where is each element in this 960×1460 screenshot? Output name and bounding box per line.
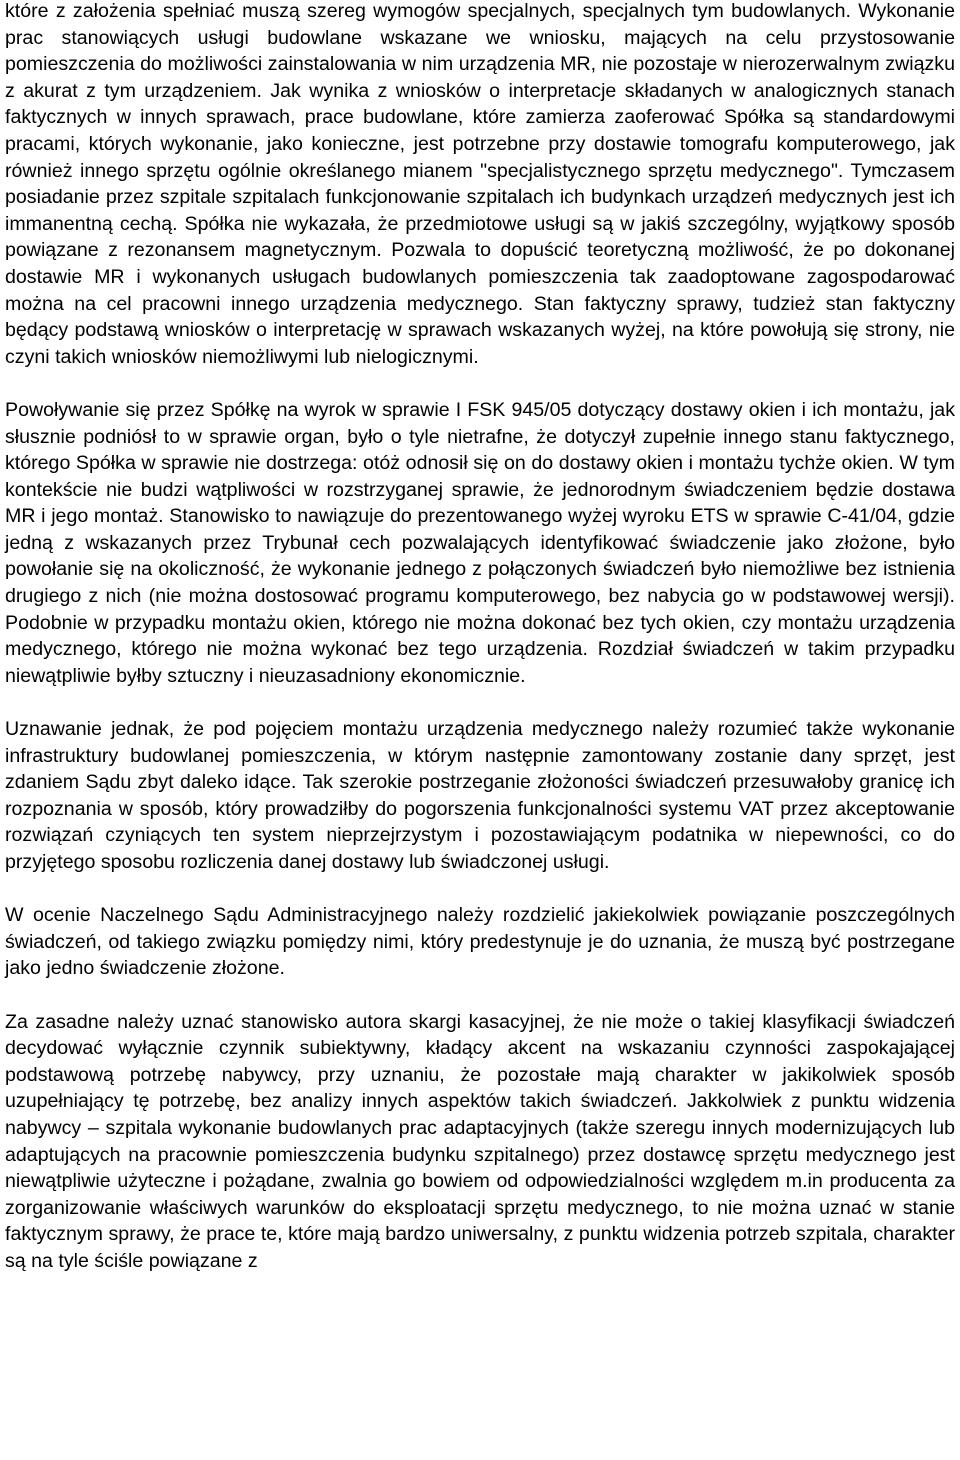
paragraph-1: które z założenia spełniać muszą szereg wymogów specjalnych, specjalnych tym budowlanych. Wykonanie prac stanowiących usługi budowlane wskazane we wniosku, mających na celu przystosowanie pomieszczenia do możliwości zainstalowania w nim urządzenia MR, nie pozostaje w nierozerwalnym związku z akurat z tym urządzeniem. Jak wynika z wniosków o interpretacje składanych w analogicznych stanach faktycznych w innych sprawach, prace budowlane, które zamierza zaoferować Spółka są standardowymi pracami, których wykonanie, jako konieczne, jest potrzebne przy dostawie tomografu komputerowego, jak również innego sprzętu ogólnie określanego mianem "specjalistycznego sprzętu medycznego". Tymczasem posiadanie przez szpitale szpitalach funkcjonowanie szpitalach ich budynkach urządzeń medycznych jest ich immanentną cechą. Spółka nie wykazała, że przedmiotowe usługi są w jakiś szczególny, wyjątkowy sposób powiązane z rezonansem magnetycznym. Pozwala to dopuścić teoretyczną możliwość, że po dokonanej dostawie MR i wykonanych usługach budowlanych pomieszczenia tak zaadoptowane zagospodarować można na cel pracowni innego urządzenia medycznego. Stan faktyczny sprawy, tudzież stan faktyczny będący podstawą wniosków o interpretację w sprawach wskazanych wyżej, na które powołują się strony, nie czyni takich wniosków niemożliwymi lub nielogicznymi. [5, 0, 955, 368]
paragraph-2: Powoływanie się przez Spółkę na wyrok w sprawie I FSK 945/05 dotyczący dostawy okien i ich montażu, jak słusznie podniósł to w sprawie organ, było o tyle nietrafne, że dotyczył zupełnie innego stanu faktycznego, którego Spółka w sprawie nie dostrzega: otóż odnosił się on do dostawy okien i montażu tychże okien. W tym kontekście nie budzi wątpliwości w rozstrzyganej sprawie, że jednorodnym świadczeniem będzie dostawa MR i jego montaż. Stanowisko to nawiązuje do prezentowanego wyżej wyroku ETS w sprawie C-41/04, gdzie jedną z wskazanych przez Trybunał cech pozwalających identyfikować świadczenie jako złożone, było powołanie się na okoliczność, że wykonanie jednego z połączonych świadczeń było niemożliwe bez istnienia drugiego z nich (nie można dostosować programu komputerowego, bez nabycia go w podstawowej wersji). Podobnie w przypadku montażu okien, którego nie można dokonać bez tych okien, czy montażu urządzenia medycznego, którego nie można wykonać bez tego urządzenia. Rozdział świadczeń w takim przypadku niewątpliwie byłby sztuczny i nieuzasadniony ekonomicznie. [5, 398, 955, 687]
paragraph-4: W ocenie Naczelnego Sądu Administracyjnego należy rozdzielić jakiekolwiek powiązanie poszczególnych świadczeń, od takiego związku pomiędzy nimi, który predestynuje je do uznania, że muszą być postrzegane jako jedno świadczenie złożone. [5, 904, 955, 980]
paragraph-3: Uznawanie jednak, że pod pojęciem montażu urządzenia medycznego należy rozumieć także wykonanie infrastruktury budowlanej pomieszczenia, w którym następnie zamontowany zostanie dany sprzęt, jest zdaniem Sądu zbyt daleko idące. Tak szerokie postrzeganie złożoności świadczeń przesuwałoby granicę ich rozpoznania w sposób, który prowadziłby do pogorszenia funkcjonalności systemu VAT przez akceptowanie rozwiązań czyniących ten system nieprzejrzystym i pozostawiającym podatnika w niepewności, co do przyjętego sposobu rozliczenia danej dostawy lub świadczonej usługi. [5, 718, 955, 873]
paragraph-5: Za zasadne należy uznać stanowisko autora skargi kasacyjnej, że nie może o takiej klasyfikacji świadczeń decydować wyłącznie czynnik subiektywny, kładący akcent na wskazaniu czynności zaspokajającej podstawową potrzebę nabywcy, przy uznaniu, że pozostałe mają charakter w jakikolwiek sposób uzupełniający tę potrzebę, bez analizy innych aspektów takich świadczeń. Jakkolwiek z punktu widzenia nabywcy – szpitala wykonanie budowlanych prac adaptacyjnych (także szeregu innych modernizujących lub adaptujących na pracownie pomieszczenia budynku szpitalnego) przez dostawcę sprzętu medycznego jest niewątpliwie użyteczne i pożądane, zwalnia go bowiem od odpowiedzialności względem m.in producenta za zorganizowanie właściwych warunków do eksploatacji sprzętu medycznego, to nie można uznać w stanie faktycznym sprawy, że prace te, które mają bardzo uniwersalny, z punktu widzenia potrzeb szpitala, charakter są na tyle ściśle powiązane z [5, 1010, 955, 1272]
document-page [5, 0, 955, 1275]
